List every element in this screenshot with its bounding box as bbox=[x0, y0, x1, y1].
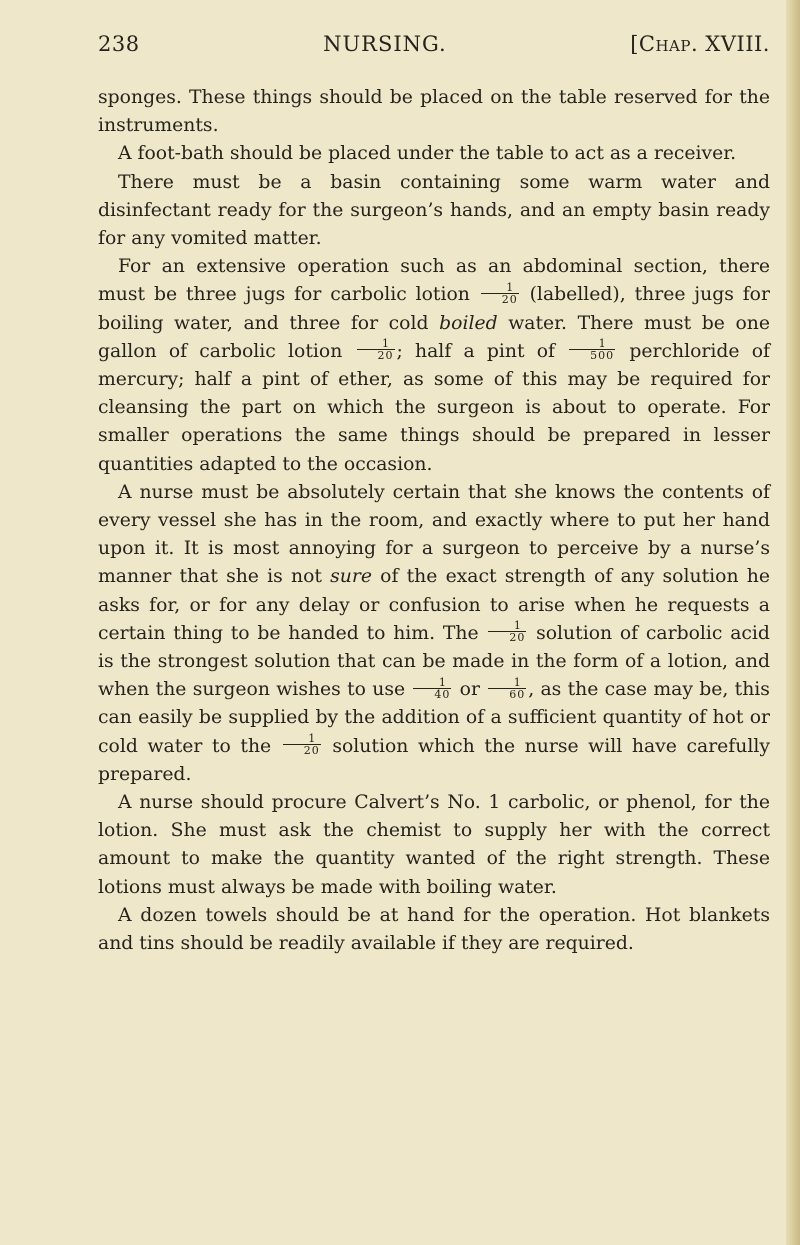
book-page bbox=[98, 32, 770, 958]
text-run: or bbox=[459, 679, 480, 701]
text-run: water. There must be one gallon of carbolic lotion bbox=[98, 312, 770, 362]
text-run: (labelled), three jugs for boiling water, and three for cold bbox=[98, 284, 770, 334]
fraction: $\frac{1}{20}$ bbox=[283, 733, 321, 756]
paragraph: sponges. These things should be placed on the table reserved for the instruments. bbox=[98, 87, 770, 137]
chapter-label: [Chap. XVIII. bbox=[630, 32, 770, 56]
emphasis: sure bbox=[330, 566, 372, 588]
fraction: $\frac{1}{60}$ bbox=[488, 677, 526, 700]
page-edge bbox=[786, 0, 800, 1245]
body-text bbox=[98, 84, 770, 958]
paragraph: A nurse should procure Calvert’s No. 1 carbolic, or phenol, for the lotion. She must ask the chemist to supply her with the correct amount to make the quantity wanted of the right strength. These lotions must always be made with boiling water. bbox=[98, 792, 770, 898]
text-run: ; half a pint of bbox=[396, 340, 555, 362]
text-run: solution which the nurse will have carefully prepared. bbox=[98, 735, 770, 785]
fraction: $\frac{1}{500}$ bbox=[569, 338, 615, 361]
paragraph: A dozen towels should be at hand for the operation. Hot blankets and tins should be readily available if they are required. bbox=[98, 904, 770, 955]
running-title: NURSING. bbox=[323, 32, 447, 56]
fraction: $\frac{1}{20}$ bbox=[357, 338, 395, 361]
page-number: 238 bbox=[98, 32, 140, 56]
fraction: $\frac{1}{40}$ bbox=[413, 677, 451, 700]
paragraph bbox=[98, 253, 770, 479]
paragraph: A foot-bath should be placed under the table to act as a receiver. bbox=[118, 143, 737, 165]
text-run: perchloride of mercury; half a pint of ether, as some of this may be required for cleansing the part on which the surgeon is about to operate. For smaller operations the same things should be prepared in lesser quantities adapted to the occasion. bbox=[98, 340, 770, 475]
emphasis: boiled bbox=[439, 312, 498, 334]
fraction: $\frac{1}{20}$ bbox=[488, 620, 526, 643]
text-run: , as the case may be, this can easily be supplied by the addition of a sufficient quantity of hot or cold water to the bbox=[98, 679, 770, 757]
text-run: A nurse must be absolutely certain that she knows the contents of every vessel she has in the room, and exactly where to put her hand upon it. It is most annoying for a surgeon to perceive by a nurse’s manner that she is not bbox=[98, 481, 770, 588]
paragraph bbox=[98, 479, 770, 789]
text-run: For an extensive operation such as an abdominal section, there must be three jugs for carbolic lotion bbox=[98, 256, 770, 306]
text-run: solution of carbolic acid is the strongest solution that can be made in the form of a lotion, and when the surgeon wishes to use bbox=[98, 622, 770, 701]
paragraph: There must be a basin containing some warm water and disinfectant ready for the surgeon’s hands, and an empty basin ready for any vomited matter. bbox=[98, 171, 770, 250]
text-run: of the exact strength of any solution he asks for, or for any delay or confusion to arise when he requests a certain thing to be handed to him. The bbox=[98, 566, 770, 644]
fraction: $\frac{1}{20}$ bbox=[481, 282, 519, 305]
running-header bbox=[98, 32, 770, 56]
